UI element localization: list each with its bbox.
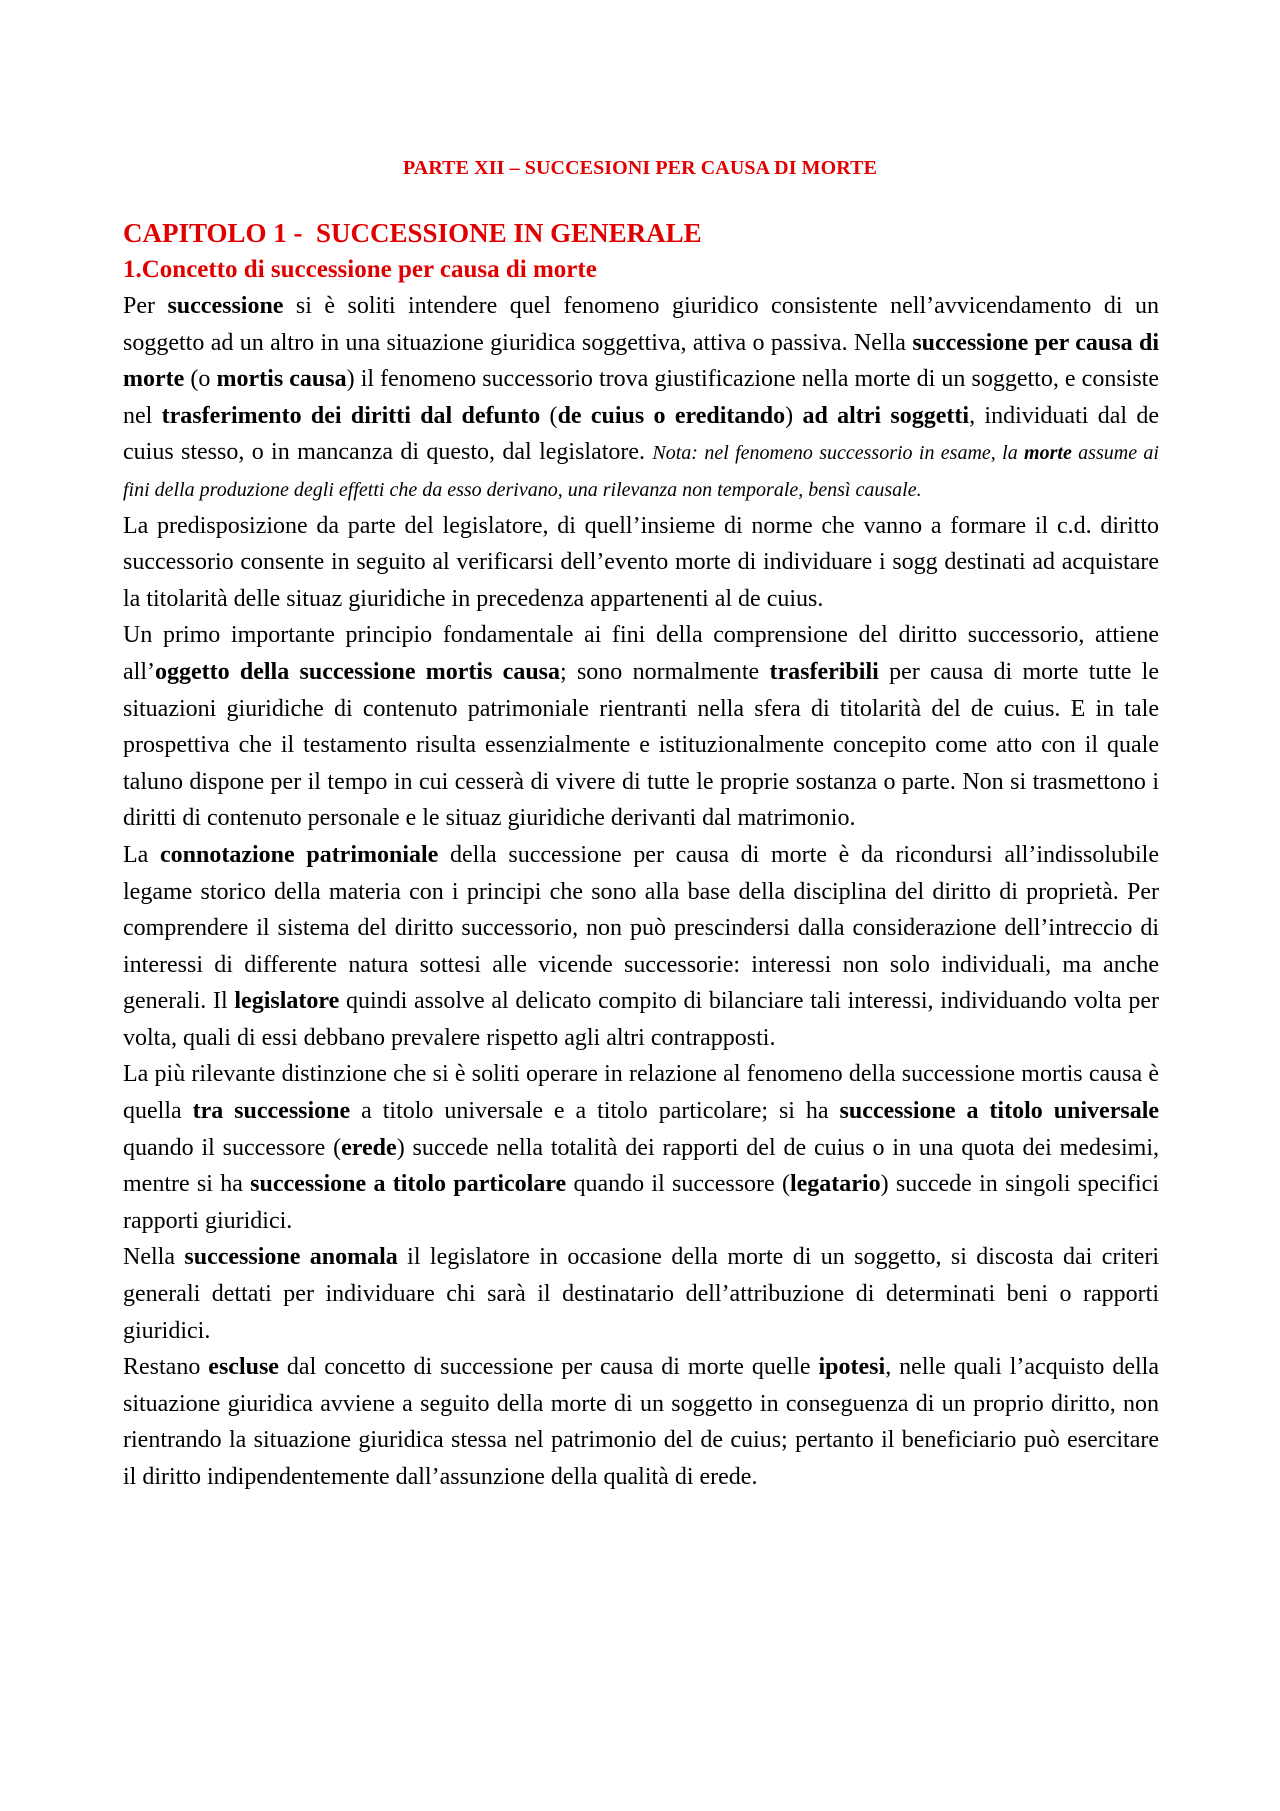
- bold-term: ipotesi: [818, 1354, 886, 1381]
- text-run: Per: [123, 293, 168, 319]
- bold-term: connotazione patrimoniale: [160, 841, 439, 868]
- text-run: , nelle quali l’acquisto della situazione giuridica avviene a seguito della morte di un soggetto in conseguenza di un proprio diritto, non rientrando la situazione giuridica stessa nel patrimonio del de cuius; pertanto il beneficiario può esercitare il diritto indipendentemente dall’assunzione della qualità di erede.: [123, 1354, 1159, 1490]
- text-run: ; sono normalmente: [560, 658, 770, 685]
- note-text: assume ai fini della produzione degli effetti che da esso derivano, una rilevanza non temporale, bensì causale.: [123, 442, 1159, 501]
- paragraph-anomalous-succession: [123, 1239, 1159, 1349]
- part-title: PARTE XII – SUCCESIONI PER CAUSA DI MORTE: [402, 157, 878, 179]
- text-run: ) succede nella totalità dei rapporti del de cuius o in una quota dei medesimi, mentre si ha: [123, 1134, 1159, 1198]
- document-body: [123, 210, 1159, 1496]
- text-run: (: [540, 402, 558, 429]
- text-run: , individuati dal de cuius stesso, o in mancanza di questo, dal legislatore.: [123, 402, 1160, 466]
- text-run: La predisposizione da parte del legislatore, di quell’insieme di norme che vanno a formare il c.d. diritto successorio consente in seguito al verificarsi dell’evento morte di individuare i sogg destinati ad acquistare la titolarità delle situaz giuridiche in precedenza appartenenti al de cuius.: [123, 512, 1159, 612]
- bold-term: oggetto della successione mortis causa: [154, 658, 561, 685]
- bold-term: trasferibili: [769, 658, 879, 685]
- paragraph-object-of-succession: [123, 617, 1159, 837]
- bold-term: successione a titolo particolare: [250, 1171, 567, 1198]
- paragraph-excluded-hypotheses: [123, 1349, 1159, 1495]
- text-run: Nella: [123, 1244, 185, 1271]
- text-run: quando il successore (: [123, 1134, 342, 1161]
- section-title: 1.Concetto di successione per causa di morte: [123, 256, 597, 283]
- paragraph-universal-vs-particular: [123, 1056, 1159, 1239]
- note-bold-term: morte: [1024, 442, 1072, 465]
- bold-term: tra successione: [192, 1098, 351, 1125]
- bold-term: de cuius o ereditando: [557, 402, 786, 429]
- text-run: La: [123, 841, 160, 868]
- text-run: dal concetto di successione per causa di morte quelle: [278, 1354, 819, 1381]
- text-run: quando il successore (: [566, 1171, 790, 1198]
- text-run: ) il fenomeno successorio trova giustificazione nella morte di un soggetto, e consiste nel: [123, 366, 1159, 429]
- text-run: il legislatore in occasione della morte di un soggetto, si discosta dai criteri generali dettati per individuare chi sarà il destinatario dell’attribuzione di determinati beni o rapporti giuridici.: [123, 1244, 1160, 1344]
- text-run: per causa di morte tutte le situazioni giuridiche di contenuto patrimoniale rientranti nella sfera di titolarità del de cuius. E in tale prospettiva che il testamento risulta essenzialmente e istituzionalmente concepito come atto con il quale taluno dispone per il tempo in cui cesserà di vivere di tutte le proprie sostanza o parte. Non si trasmettono i diritti di contenuto personale e le situaz giuridiche derivanti dal matrimonio.: [123, 658, 1159, 832]
- text-run: La più rilevante distinzione che si è soliti operare in relazione al fenomeno della successione mortis causa è quella: [123, 1061, 1159, 1125]
- text-run: quindi assolve al delicato compito di bilanciare tali interessi, individuando volta per volta, quali di essi debbano prevalere rispetto agli altri contrapposti.: [123, 988, 1159, 1051]
- text-run: (o: [184, 366, 217, 393]
- bold-term: escluse: [208, 1354, 279, 1381]
- text-run: ): [785, 402, 803, 429]
- bold-term: ad altri soggetti: [802, 402, 970, 429]
- paragraph-definition: [123, 288, 1159, 508]
- paragraph-legislator-predisposition: [123, 508, 1159, 618]
- bold-term: successione a titolo universale: [839, 1098, 1160, 1125]
- bold-term: successione per causa di morte: [123, 329, 1159, 393]
- bold-term: mortis causa: [216, 366, 347, 393]
- bold-term: successione: [167, 293, 284, 319]
- bold-term: legatario: [789, 1171, 881, 1198]
- text-run: Un primo importante principio fondamentale ai fini della comprensione del diritto successorio, attiene all’: [123, 622, 1159, 685]
- paragraph-patrimonial-connotation: [123, 837, 1159, 1057]
- text-run: si è soliti intendere quel fenomeno giuridico consistente nell’avvicendamento di un soggetto ad un altro in una situazione giuridica soggettiva, attiva o passiva. Nella: [123, 293, 1159, 356]
- chapter-title: CAPITOLO 1 - SUCCESSIONE IN GENERALE: [123, 218, 702, 248]
- text-run: a titolo universale e a titolo particolare; si ha: [350, 1098, 840, 1125]
- bold-term: trasferimento dei diritti dal defunto: [161, 402, 541, 429]
- bold-term: successione anomala: [184, 1244, 398, 1271]
- text-run: Restano: [123, 1354, 209, 1381]
- text-run: ) succede in singoli specifici rapporti giuridici.: [123, 1171, 1160, 1234]
- note-text: Nota: nel fenomeno successorio in esame, la: [652, 442, 1025, 465]
- bold-term: legislatore: [234, 988, 340, 1015]
- bold-term: erede: [341, 1134, 397, 1161]
- text-run: della successione per causa di morte è da ricondursi all’indissolubile legame storico della materia con i principi che sono alla base della disciplina del diritto di proprietà. Per comprendere il sistema del diritto successorio, non può prescindersi dalla considerazione dell’intreccio di interessi di differente natura sottesi alle vicende successorie: interessi non solo individuali, ma anche generali. Il: [123, 841, 1160, 1015]
